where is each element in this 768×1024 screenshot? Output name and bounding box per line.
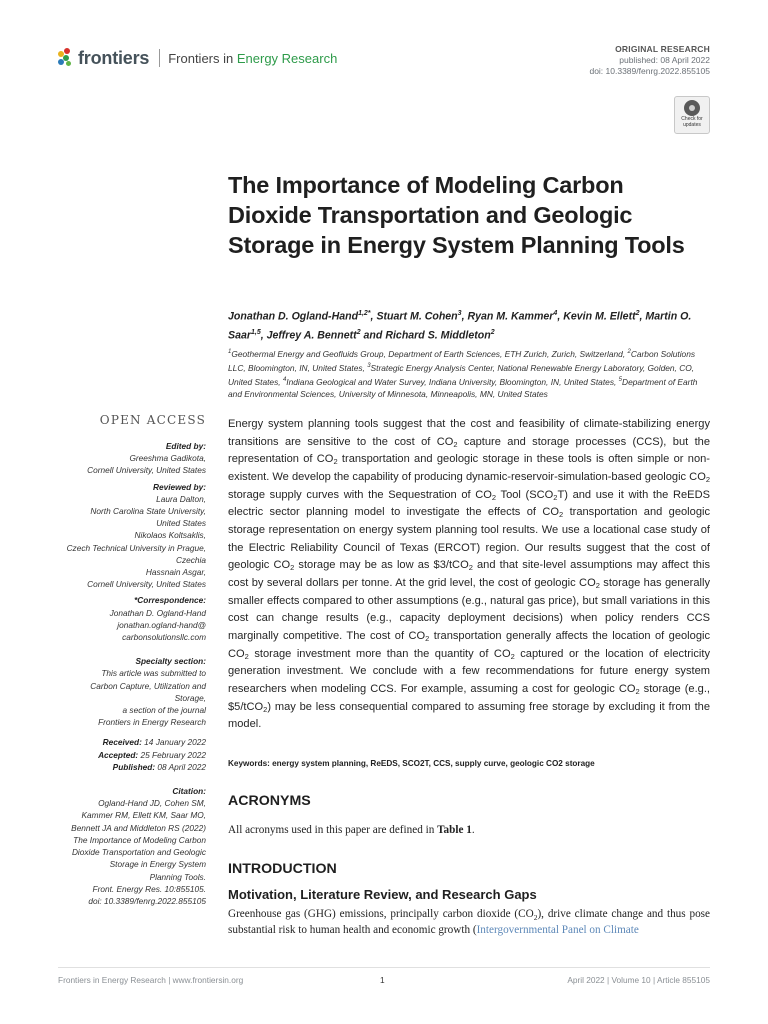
keywords: Keywords: energy system planning, ReEDS, SCO2T, CCS, supply curve, geologic CO2 storage	[228, 759, 595, 768]
subscript: 2	[263, 704, 268, 714]
editor-line: Greeshma Gadikota,	[129, 453, 206, 464]
citation-line: Planning Tools.	[149, 871, 206, 882]
author-name: Stuart M. Cohen	[376, 310, 458, 323]
date-row	[40, 761, 206, 773]
motivation-subheading: Motivation, Literature Review, and Research Gaps	[228, 887, 537, 902]
journal-name: Frontiers in Energy Research	[168, 50, 338, 66]
text-run: Greenhouse gas (GHG) emissions, principally carbon dioxide (CO	[228, 908, 534, 920]
author-name: Jonathan D. Ogland-Hand	[228, 310, 359, 323]
text-run: storage may be as low as $3/tCO	[294, 559, 469, 572]
correspondence-label: *Correspondence:	[134, 595, 206, 606]
specialty-line: Storage,	[174, 692, 206, 703]
affiliation-text: Strategic Energy Analysis Center, National Renewable Energy Laboratory, Golden, CO, United States,	[228, 362, 695, 387]
citation-line: Ogland-Hand JD, Cohen SM,	[98, 798, 206, 809]
author-name: Martin O. Saar	[228, 310, 692, 342]
date-label: Published:	[112, 761, 156, 772]
reviewer-line: Nikolaos Koltsaklis,	[134, 530, 206, 541]
date-label: Received:	[102, 737, 142, 748]
text-run: transportation generally affects the location of geologic CO	[228, 629, 711, 660]
text-run: ), drive climate change and thus pose substantial risk to human health and economic growth (	[228, 908, 710, 936]
specialty-line: a section of the journal	[122, 705, 206, 716]
abstract	[228, 416, 710, 734]
subscript: 2	[533, 913, 538, 923]
frontiers-logo-icon	[58, 48, 74, 68]
footer-journal[interactable]: Frontiers in Energy Research | www.frontiersin.org	[58, 975, 244, 985]
correspondence-line: carbonsolutionsllc.com	[122, 632, 206, 643]
author-affiliation-mark: 1,2*	[358, 310, 371, 317]
subscript: 2	[333, 457, 338, 467]
reviewer-info	[40, 493, 206, 591]
date-row	[40, 736, 206, 748]
specialty-line: This article was submitted to	[101, 668, 206, 679]
citation-line: doi: 10.3389/fenrg.2022.855105	[88, 895, 206, 906]
correspondence-info[interactable]	[40, 607, 206, 644]
article-sidebar	[40, 440, 206, 907]
reviewer-line: Czech Technical University in Prague,	[66, 542, 206, 553]
date-label: Accepted:	[98, 749, 139, 760]
author-name: Ryan M. Kammer	[467, 310, 554, 323]
published-date: published: 08 April 2022	[619, 55, 710, 65]
text-run: captured or the location of electricity generation investment. We conclude with a few recommendations for future energy system researchers when modeling CCS. For example, assuming a cost for geologic CO	[228, 647, 710, 695]
author-name: Kevin M. Ellett	[563, 310, 636, 323]
reviewed-by-label: Reviewed by:	[152, 481, 206, 492]
date-value: 25 February 2022	[140, 749, 206, 760]
subscript: 2	[553, 492, 558, 502]
affiliations	[228, 346, 710, 400]
reviewer-line: North Carolina State University,	[90, 506, 206, 517]
citation-line: Storage in Energy System	[109, 859, 206, 870]
text-run: storage (e.g., $5/tCO	[228, 682, 710, 713]
page-number: 1	[380, 975, 385, 985]
brand-name: frontiers	[78, 47, 150, 68]
text-run: storage has generally smaller effects compared to other assumptions (e.g., natural gas price), but small variations in this cost can change results (e.g., capacity deployment decisions) when policy renders CCS marginally competitive. The cost of CO	[228, 576, 710, 642]
subscript: 2	[468, 563, 473, 573]
text-run: transportation and geologic storage representation on energy system planning tool results. We use a locational case study of the Electric Reliability Council of Texas (ERCOT) region. Our results suggest that the cost of geologic CO	[228, 506, 710, 572]
specialty-line: Carbon Capture, Utilization and	[90, 680, 206, 691]
reviewer-line: Laura Dalton,	[156, 493, 206, 504]
introduction-heading: INTRODUCTION	[228, 861, 337, 877]
citation-line: Kammer RM, Ellett KM, Saar MO,	[81, 810, 206, 821]
citation-label: Citation:	[172, 786, 206, 797]
subscript: 2	[244, 651, 249, 661]
subscript: 2	[425, 633, 430, 643]
citation-info	[40, 797, 206, 907]
article-title: The Importance of Modeling Carbon Dioxide Transportation and Geologic Storage in Energy System Planning Tools	[228, 172, 685, 258]
article-meta	[589, 44, 710, 77]
author-affiliation-mark: 2	[635, 310, 640, 317]
affiliation-text: Department of Earth and Environmental Sciences, University of Minnesota, Minneapolis, MN, United States	[228, 376, 698, 399]
author-affiliation-mark: 3	[457, 310, 462, 317]
correspondence-line: jonathan.ogland-hand@	[117, 619, 206, 630]
check-for-updates-badge[interactable]	[674, 96, 710, 134]
text-run: Energy system planning tools suggest that the cost and feasibility of climate-stabilizing energy transitions are sensitive to the cost of CO	[228, 418, 710, 448]
editor-line: Cornell University, United States	[87, 465, 206, 476]
specialty-section-label: Specialty section:	[135, 656, 206, 667]
citation-link[interactable]: Intergovernmental Panel on Climate	[476, 923, 639, 936]
citation-line: The Importance of Modeling Carbon	[73, 834, 206, 845]
affiliation-number: 4	[282, 377, 287, 383]
subscript: 2	[453, 439, 458, 449]
text-run: T) and use it with the ReEDS electric sector planning model to investigate the effects of CO	[228, 488, 710, 519]
author-affiliation-mark: 2	[490, 328, 495, 336]
logo-divider	[159, 49, 160, 67]
edited-by-label: Edited by:	[165, 441, 206, 451]
subscript: 2	[510, 651, 515, 661]
correspondence-line: Jonathan D. Ogland-Hand	[109, 607, 206, 618]
affiliation-number: 2	[627, 349, 631, 355]
affiliation-text: Indiana Geological and Water Survey, Indiana University, Bloomington, IN, United States,	[286, 376, 619, 387]
subscript: 2	[635, 686, 640, 696]
specialty-info	[40, 667, 206, 728]
reviewer-line: Cornell University, United States	[87, 579, 206, 590]
affiliation-text: Carbon Solutions LLC, Bloomington, IN, United States,	[228, 348, 696, 373]
table-reference-link[interactable]: Table 1	[437, 824, 472, 836]
affiliation-number: 5	[618, 377, 623, 383]
article-dates	[40, 736, 206, 773]
article-type: ORIGINAL RESEARCH	[615, 44, 710, 54]
author-list: Jonathan D. Ogland-Hand$^{1,2*}$, Stuart M. Cohen$^3$, Ryan M. Kammer$^4$, Kevin M. Ellett$^2$, Martin O. Saar$^{1,5}$, Jeffrey A. Bennett$^2$ and Richard S. Middleton$^2$	[228, 310, 692, 342]
author-name: Richard S. Middleton	[385, 329, 491, 342]
affiliation-text: Geothermal Energy and Geofluids Group, Department of Earth Sciences, ETH Zurich, Zurich, Switzerland,	[231, 348, 628, 359]
text-run: capture and storage processes (CCS), but the representation of CO	[228, 435, 710, 466]
crossmark-icon	[684, 100, 700, 116]
editor-info	[40, 452, 206, 476]
citation-line: Front. Energy Res. 10:855105.	[92, 883, 206, 894]
citation-line: Dioxide Transportation and Geologic	[71, 847, 206, 858]
acronyms-paragraph: All acronyms used in this paper are defined in Table 1.	[228, 824, 475, 836]
text-run: storage supply curves with the Sequestration of CO	[228, 488, 492, 501]
subscript: 2	[705, 474, 710, 484]
reviewer-line: Hassnain Asgar,	[145, 567, 206, 578]
check-updates-label-2: updates	[683, 121, 701, 128]
reviewer-line: United States	[156, 518, 206, 529]
open-access-label: OPEN ACCESS	[99, 413, 206, 427]
article-doi[interactable]: doi: 10.3389/fenrg.2022.855105	[589, 66, 710, 76]
author-name: Jeffrey A. Bennett	[266, 329, 357, 342]
subscript: 2	[559, 510, 564, 520]
author-affiliation-mark: 4	[553, 310, 558, 317]
acronyms-heading: ACRONYMS	[228, 793, 311, 809]
footer-issue-info: April 2022 | Volume 10 | Article 855105	[567, 975, 710, 985]
subscript: 2	[491, 492, 497, 502]
date-value: 14 January 2022	[144, 737, 206, 748]
author-affiliation-mark: 1,5	[250, 328, 261, 336]
text-run: Tool (SCO	[496, 488, 554, 501]
citation-line: Bennett JA and Middleton RS (2022)	[71, 822, 206, 833]
affiliation-number: 1	[228, 349, 232, 355]
text-run: and that site-level assumptions may affect this cost by several dollars per tonne. At the grid level, the cost of geologic CO	[228, 559, 710, 589]
author-affiliation-mark: 2	[356, 328, 361, 336]
specialty-line: Frontiers in Energy Research	[98, 717, 206, 728]
text-run: transportation and geologic storage in these tools is often simple or non-existent. We develop the capability of producing dynamic-reservoir-simulation-based geologic CO	[228, 453, 710, 483]
date-row	[40, 749, 206, 761]
footer-divider	[58, 967, 710, 968]
date-value: 08 April 2022	[157, 761, 206, 772]
subscript: 2	[290, 563, 295, 573]
reviewer-line: Czechia	[176, 554, 206, 565]
text-run: ) may be less consequential compared to assuming free storage by excluding it from the model.	[228, 700, 710, 731]
journal-logo[interactable]	[58, 46, 337, 70]
introduction-paragraph	[228, 907, 710, 938]
affiliation-number: 3	[367, 363, 371, 369]
subscript: 2	[595, 580, 600, 590]
check-updates-label-1: Check for	[681, 116, 703, 122]
text-run: storage investment more than the quantity of CO	[248, 647, 511, 660]
